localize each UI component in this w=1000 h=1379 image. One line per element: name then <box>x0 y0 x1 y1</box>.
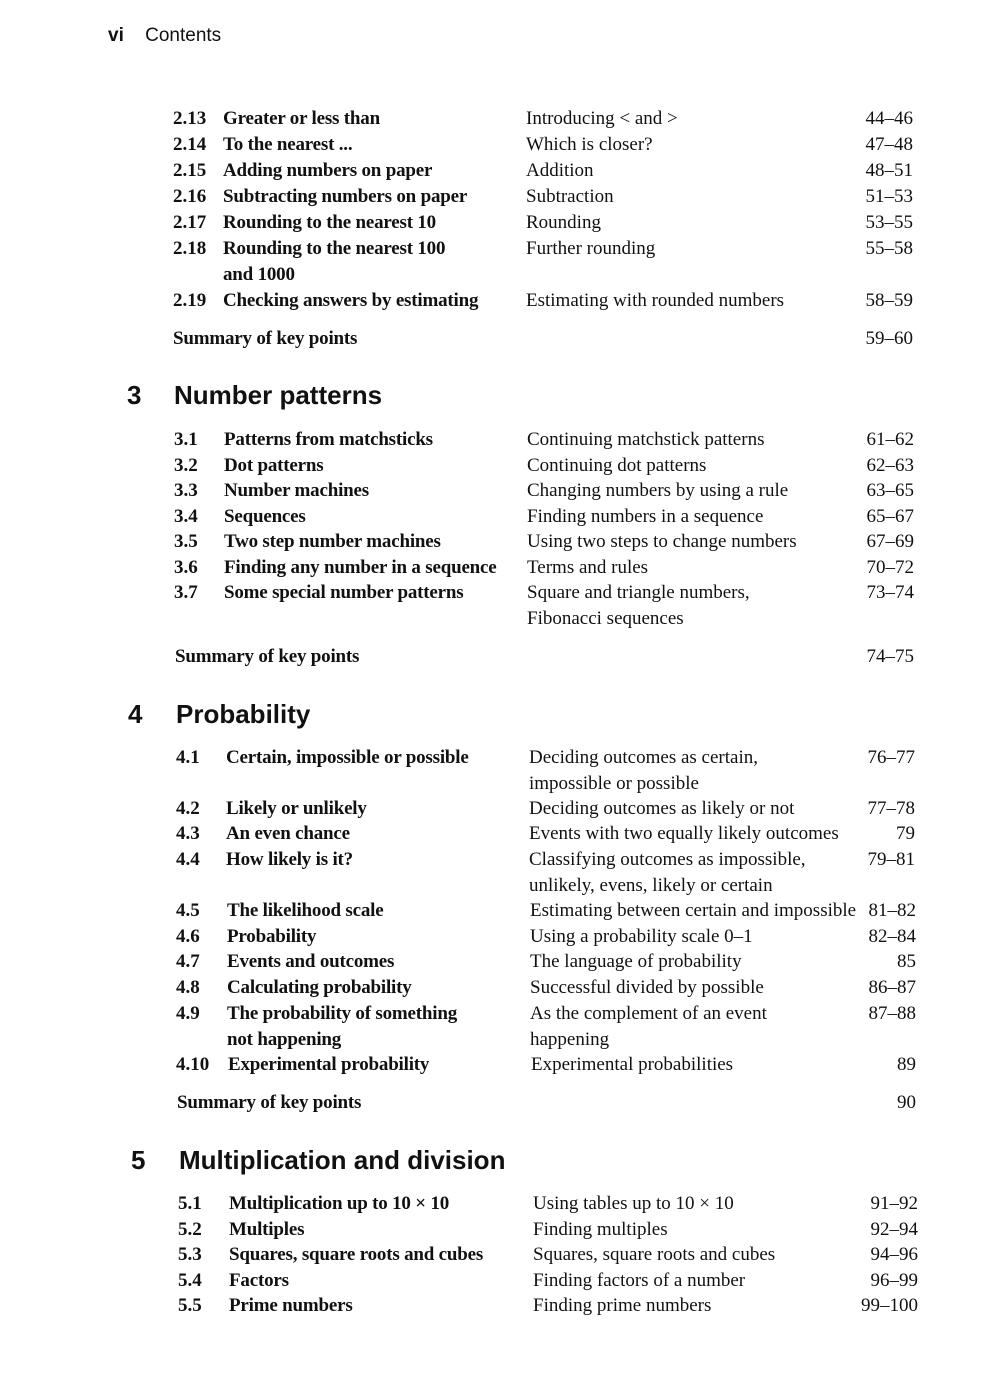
entry-pages: 51–53 <box>865 186 913 207</box>
summary-pages: 74–75 <box>866 646 914 667</box>
chapter-title: Probability <box>176 699 311 729</box>
entry-title: The probability of something <box>227 1003 457 1024</box>
entry-number: 2.15 <box>173 160 207 181</box>
entry-description: Using tables up to 10 × 10 <box>533 1193 734 1214</box>
summary-pages: 90 <box>897 1092 916 1113</box>
entry-pages: 99–100 <box>861 1295 918 1316</box>
entry-title: Checking answers by estimating <box>223 290 479 311</box>
entry-description: Classifying outcomes as impossible, <box>529 849 806 870</box>
entry-pages: 61–62 <box>866 429 914 450</box>
entry-number: 4.1 <box>176 747 200 768</box>
entry-description: Successful divided by possible <box>530 977 764 998</box>
toc-entry[interactable] <box>0 1217 1000 1243</box>
entry-pages: 79–81 <box>867 849 915 870</box>
entry-number: 5.5 <box>178 1295 202 1316</box>
entry-title: To the nearest ... <box>223 134 353 155</box>
chapter-number: 3 <box>127 380 142 410</box>
entry-pages: 67–69 <box>866 531 914 552</box>
running-head <box>108 25 221 47</box>
entry-pages: 92–94 <box>870 1219 918 1240</box>
entry-title: Calculating probability <box>227 977 412 998</box>
toc-entry-continuation <box>0 873 1000 899</box>
entry-description: Squares, square roots and cubes <box>533 1244 776 1265</box>
entry-pages: 65–67 <box>866 506 914 527</box>
toc-entry[interactable] <box>0 236 1000 262</box>
entry-description: The language of probability <box>530 951 742 972</box>
entry-title: Likely or unlikely <box>226 798 367 819</box>
entry-title: Certain, impossible or possible <box>226 747 469 768</box>
entry-pages: 53–55 <box>865 212 913 233</box>
entry-title: Adding numbers on paper <box>223 160 433 181</box>
entry-pages: 58–59 <box>865 290 913 311</box>
entry-title: Factors <box>229 1270 289 1291</box>
entry-title: Multiplication up to 10 × 10 <box>229 1193 450 1214</box>
entry-pages: 63–65 <box>866 480 914 501</box>
entry-number: 4.5 <box>176 900 200 921</box>
entry-description: Using two steps to change numbers <box>527 531 797 552</box>
entry-pages: 94–96 <box>870 1244 918 1265</box>
entry-title: Events and outcomes <box>227 951 395 972</box>
entry-description: Using a probability scale 0–1 <box>530 926 753 947</box>
entry-number: 3.5 <box>174 531 198 552</box>
entry-description: Changing numbers by using a rule <box>527 480 789 501</box>
toc-entry[interactable] <box>0 106 1000 132</box>
entry-pages: 73–74 <box>866 582 914 603</box>
entry-description: Deciding outcomes as certain, <box>529 747 758 768</box>
chapter-title: Number patterns <box>174 380 383 410</box>
entry-title: Some special number patterns <box>224 582 464 603</box>
chapter-number: 5 <box>131 1145 146 1175</box>
entry-pages: 85 <box>897 951 916 972</box>
entry-description-line-2: happening <box>530 1029 610 1050</box>
entry-number: 2.14 <box>173 134 207 155</box>
chapter-heading[interactable] <box>0 1143 1000 1177</box>
entry-description: Continuing matchstick patterns <box>527 429 765 450</box>
entry-pages: 89 <box>897 1054 916 1075</box>
toc-entry[interactable] <box>0 555 1000 581</box>
toc-entry[interactable] <box>0 453 1000 479</box>
entry-pages: 70–72 <box>866 557 914 578</box>
toc-entry[interactable] <box>0 1001 1000 1027</box>
entry-number: 5.1 <box>178 1193 202 1214</box>
toc-entry[interactable] <box>0 478 1000 504</box>
entry-pages: 96–99 <box>870 1270 918 1291</box>
entry-description: Terms and rules <box>527 557 649 578</box>
entry-title: Sequences <box>224 506 306 527</box>
entry-description-line-2: impossible or possible <box>529 773 699 794</box>
summary-label: Summary of key points <box>175 646 360 667</box>
toc-entry[interactable] <box>0 796 1000 822</box>
toc-entry[interactable] <box>0 210 1000 236</box>
entry-description: Continuing dot patterns <box>527 455 707 476</box>
entry-number: 4.4 <box>176 849 200 870</box>
toc-entry[interactable] <box>0 949 1000 975</box>
entry-title: Multiples <box>229 1219 305 1240</box>
entry-pages: 82–84 <box>868 926 916 947</box>
entry-title: Patterns from matchsticks <box>224 429 433 450</box>
entry-number: 4.10 <box>176 1054 210 1075</box>
toc-entry[interactable] <box>0 1191 1000 1217</box>
entry-title: Experimental probability <box>228 1054 430 1075</box>
entry-title: Number machines <box>224 480 369 501</box>
summary-entry[interactable] <box>0 1090 1000 1116</box>
entry-number: 3.6 <box>174 557 198 578</box>
toc-entry[interactable] <box>0 504 1000 530</box>
toc-entry-continuation <box>0 262 1000 288</box>
entry-pages: 77–78 <box>867 798 915 819</box>
toc-entry[interactable] <box>0 158 1000 184</box>
toc-entry[interactable] <box>0 288 1000 314</box>
entry-description: As the complement of an event <box>530 1003 767 1024</box>
summary-pages: 59–60 <box>865 328 913 349</box>
entry-title: Squares, square roots and cubes <box>229 1244 484 1265</box>
entry-title-line-2: not happening <box>227 1029 342 1050</box>
entry-number: 4.7 <box>176 951 200 972</box>
toc-entry[interactable] <box>0 1293 1000 1319</box>
entry-description: Events with two equally likely outcomes <box>529 823 839 844</box>
entry-number: 5.4 <box>178 1270 202 1291</box>
entry-description: Estimating between certain and impossible <box>530 900 857 921</box>
toc-entry-continuation <box>0 1027 1000 1053</box>
entry-title: Greater or less than <box>223 108 380 129</box>
entry-description-line-2: Fibonacci sequences <box>527 608 684 629</box>
entry-description: Experimental probabilities <box>531 1054 734 1075</box>
entry-number: 2.18 <box>173 238 207 259</box>
chapter-title: Multiplication and division <box>179 1145 506 1175</box>
entry-pages: 55–58 <box>865 238 913 259</box>
entry-number: 2.16 <box>173 186 207 207</box>
entry-pages: 44–46 <box>865 108 913 129</box>
toc-entry[interactable] <box>0 132 1000 158</box>
entry-number: 4.6 <box>176 926 200 947</box>
entry-title-line-2: and 1000 <box>223 264 295 285</box>
toc-entry[interactable] <box>0 427 1000 453</box>
entry-number: 4.3 <box>176 823 200 844</box>
entry-description: Subtraction <box>526 186 614 207</box>
toc-entry[interactable] <box>0 1242 1000 1268</box>
entry-description: Deciding outcomes as likely or not <box>529 798 795 819</box>
entry-number: 5.3 <box>178 1244 202 1265</box>
entry-title: Two step number machines <box>224 531 441 552</box>
entry-pages: 76–77 <box>867 747 915 768</box>
toc-entry[interactable] <box>0 821 1000 847</box>
entry-title: How likely is it? <box>226 849 353 870</box>
toc-entry[interactable] <box>0 1268 1000 1294</box>
entry-number: 4.2 <box>176 798 200 819</box>
chapter-heading[interactable] <box>0 378 1000 412</box>
summary-label: Summary of key points <box>173 328 358 349</box>
entry-number: 5.2 <box>178 1219 202 1240</box>
page-folio: vi <box>108 25 124 46</box>
entry-description-line-2: unlikely, evens, likely or certain <box>529 875 773 896</box>
toc-entry[interactable] <box>0 529 1000 555</box>
entry-title: Probability <box>227 926 317 947</box>
entry-number: 2.19 <box>173 290 207 311</box>
entry-pages: 87–88 <box>868 1003 916 1024</box>
summary-label: Summary of key points <box>177 1092 362 1113</box>
entry-description: Further rounding <box>526 238 656 259</box>
entry-number: 3.2 <box>174 455 198 476</box>
entry-number: 3.7 <box>174 582 198 603</box>
toc-entry-continuation <box>0 606 1000 632</box>
entry-number: 2.13 <box>173 108 207 129</box>
entry-number: 3.1 <box>174 429 198 450</box>
toc-entry[interactable] <box>0 898 1000 924</box>
entry-description: Which is closer? <box>526 134 653 155</box>
entry-title: Rounding to the nearest 100 <box>223 238 446 259</box>
entry-title: Prime numbers <box>229 1295 353 1316</box>
chapter-number: 4 <box>128 699 143 729</box>
running-head-label: Contents <box>145 25 222 46</box>
entry-description: Finding factors of a number <box>533 1270 746 1291</box>
toc-entry[interactable] <box>0 580 1000 606</box>
entry-pages: 86–87 <box>868 977 916 998</box>
summary-entry[interactable] <box>0 644 1000 670</box>
toc-entry[interactable] <box>0 745 1000 771</box>
entry-pages: 62–63 <box>866 455 914 476</box>
entry-number: 4.9 <box>176 1003 200 1024</box>
summary-entry[interactable] <box>0 326 1000 352</box>
entry-description: Finding multiples <box>533 1219 668 1240</box>
entry-pages: 91–92 <box>870 1193 918 1214</box>
entry-description: Finding numbers in a sequence <box>527 506 764 527</box>
toc-entry-continuation <box>0 771 1000 797</box>
toc-entry[interactable] <box>0 1052 1000 1078</box>
toc-entry[interactable] <box>0 924 1000 950</box>
entry-title: Finding any number in a sequence <box>224 557 497 578</box>
entry-number: 3.3 <box>174 480 198 501</box>
entry-number: 4.8 <box>176 977 200 998</box>
entry-title: An even chance <box>226 823 350 844</box>
entry-pages: 81–82 <box>868 900 916 921</box>
entry-pages: 79 <box>896 823 915 844</box>
entry-title: Dot patterns <box>224 455 324 476</box>
entry-description: Addition <box>526 160 594 181</box>
entry-description: Estimating with rounded numbers <box>526 290 785 311</box>
chapter-heading[interactable] <box>0 697 1000 731</box>
entry-description: Square and triangle numbers, <box>527 582 750 603</box>
toc-entry[interactable] <box>0 847 1000 873</box>
toc-entry[interactable] <box>0 184 1000 210</box>
entry-title: Subtracting numbers on paper <box>223 186 468 207</box>
entry-number: 3.4 <box>174 506 198 527</box>
entry-pages: 47–48 <box>865 134 913 155</box>
toc-entry[interactable] <box>0 975 1000 1001</box>
entry-title: Rounding to the nearest 10 <box>223 212 436 233</box>
entry-number: 2.17 <box>173 212 207 233</box>
entry-description: Finding prime numbers <box>533 1295 712 1316</box>
entry-description: Rounding <box>526 212 601 233</box>
entry-description: Introducing < and > <box>526 108 678 129</box>
entry-pages: 48–51 <box>865 160 913 181</box>
entry-title: The likelihood scale <box>227 900 384 921</box>
